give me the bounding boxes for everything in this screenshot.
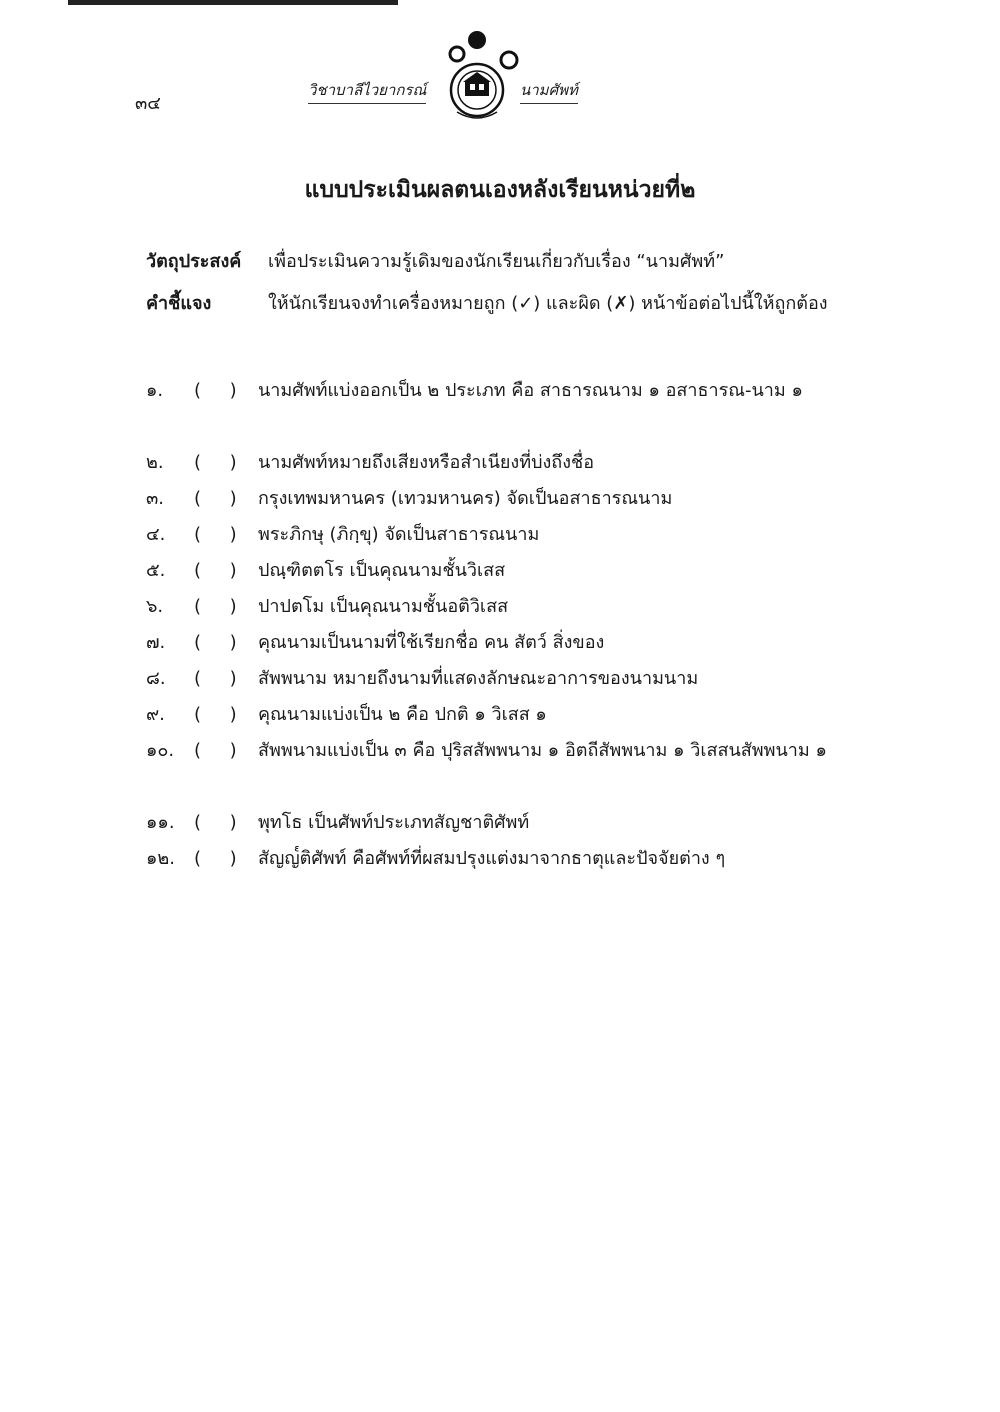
question-text: ปาปตโม เป็นคุณนามชั้นอติวิเสส	[258, 596, 509, 617]
answer-blank[interactable]: ( )	[194, 668, 237, 689]
question-number: ๑๒.	[146, 848, 176, 869]
question-number: ๔.	[146, 524, 166, 545]
answer-blank[interactable]: ( )	[194, 488, 237, 509]
question-number: ๖.	[146, 596, 164, 617]
question-number: ๙.	[146, 704, 165, 725]
question-number: ๗.	[146, 632, 166, 653]
objective-text: เพื่อประเมินความรู้เดิมของนักเรียนเกี่ยวกับเรื่อง “นามศัพท์”	[268, 251, 725, 272]
question-text: สัญญ๎ติศัพท์ คือศัพท์ที่ผสมปรุงแต่งมาจากธาตุและปัจจัยต่าง ๆ	[258, 848, 726, 869]
question-text: นามศัพท์แบ่งออกเป็น ๒ ประเภท คือ สาธารณนาม ๑ อสาธารณ-นาม ๑	[258, 380, 803, 401]
answer-blank[interactable]: ( )	[194, 812, 237, 833]
question-number: ๑๑.	[146, 812, 175, 833]
question-number: ๕.	[146, 560, 166, 581]
question-text: สัพพนาม หมายถึงนามที่แสดงลักษณะอาการของนามนาม	[258, 668, 699, 689]
school-emblem-icon	[437, 28, 533, 128]
answer-blank[interactable]: ( )	[194, 596, 237, 617]
page-title: แบบประเมินผลตนเองหลังเรียนหน่วยที่๒	[304, 177, 696, 203]
question-text: พุทโธ เป็นศัพท์ประเภทสัญชาติศัพท์	[258, 812, 530, 833]
question-number: ๑.	[146, 380, 164, 401]
objective-label: วัตถุประสงค์	[146, 251, 242, 272]
answer-blank[interactable]: ( )	[194, 524, 237, 545]
page-number: ๓๔	[135, 93, 161, 114]
instruction-label: คำชี้แจง	[146, 293, 212, 314]
question-text: นามศัพท์หมายถึงเสียงหรือสำเนียงที่บ่งถึงชื่อ	[258, 452, 595, 473]
question-number: ๒.	[146, 452, 164, 473]
question-text: คุณนามแบ่งเป็น ๒ คือ ปกติ ๑ วิเสส ๑	[258, 704, 547, 725]
question-text: คุณนามเป็นนามที่ใช้เรียกชื่อ คน สัตว์ สิ่งของ	[258, 632, 605, 653]
question-text: สัพพนามแบ่งเป็น ๓ คือ ปุริสสัพพนาม ๑ อิตถีสัพพนาม ๑ วิเสสนสัพพนาม ๑	[258, 740, 827, 761]
answer-blank[interactable]: ( )	[194, 380, 237, 401]
header-topic: นามศัพท์	[520, 78, 578, 104]
answer-blank[interactable]: ( )	[194, 632, 237, 653]
answer-blank[interactable]: ( )	[194, 740, 237, 761]
question-number: ๑๐.	[146, 740, 175, 761]
question-text: ปณฺฑิตตโร เป็นคุณนามชั้นวิเสส	[258, 560, 506, 581]
question-number: ๘.	[146, 668, 166, 689]
answer-blank[interactable]: ( )	[194, 848, 237, 869]
question-text: กรุงเทพมหานคร (เทวมหานคร) จัดเป็นอสาธารณนาม	[258, 488, 673, 509]
answer-blank[interactable]: ( )	[194, 704, 237, 725]
answer-blank[interactable]: ( )	[194, 452, 237, 473]
instruction-text: ให้นักเรียนจงทำเครื่องหมายถูก (✓) และผิด (✗) หน้าข้อต่อไปนี้ให้ถูกต้อง	[268, 293, 828, 314]
header-subject: วิชาบาลีไวยากรณ์	[308, 78, 426, 104]
question-number: ๓.	[146, 488, 165, 509]
top-border-rule	[68, 0, 398, 5]
answer-blank[interactable]: ( )	[194, 560, 237, 581]
question-text: พระภิกษุ (ภิกฺขุ) จัดเป็นสาธารณนาม	[258, 524, 540, 545]
